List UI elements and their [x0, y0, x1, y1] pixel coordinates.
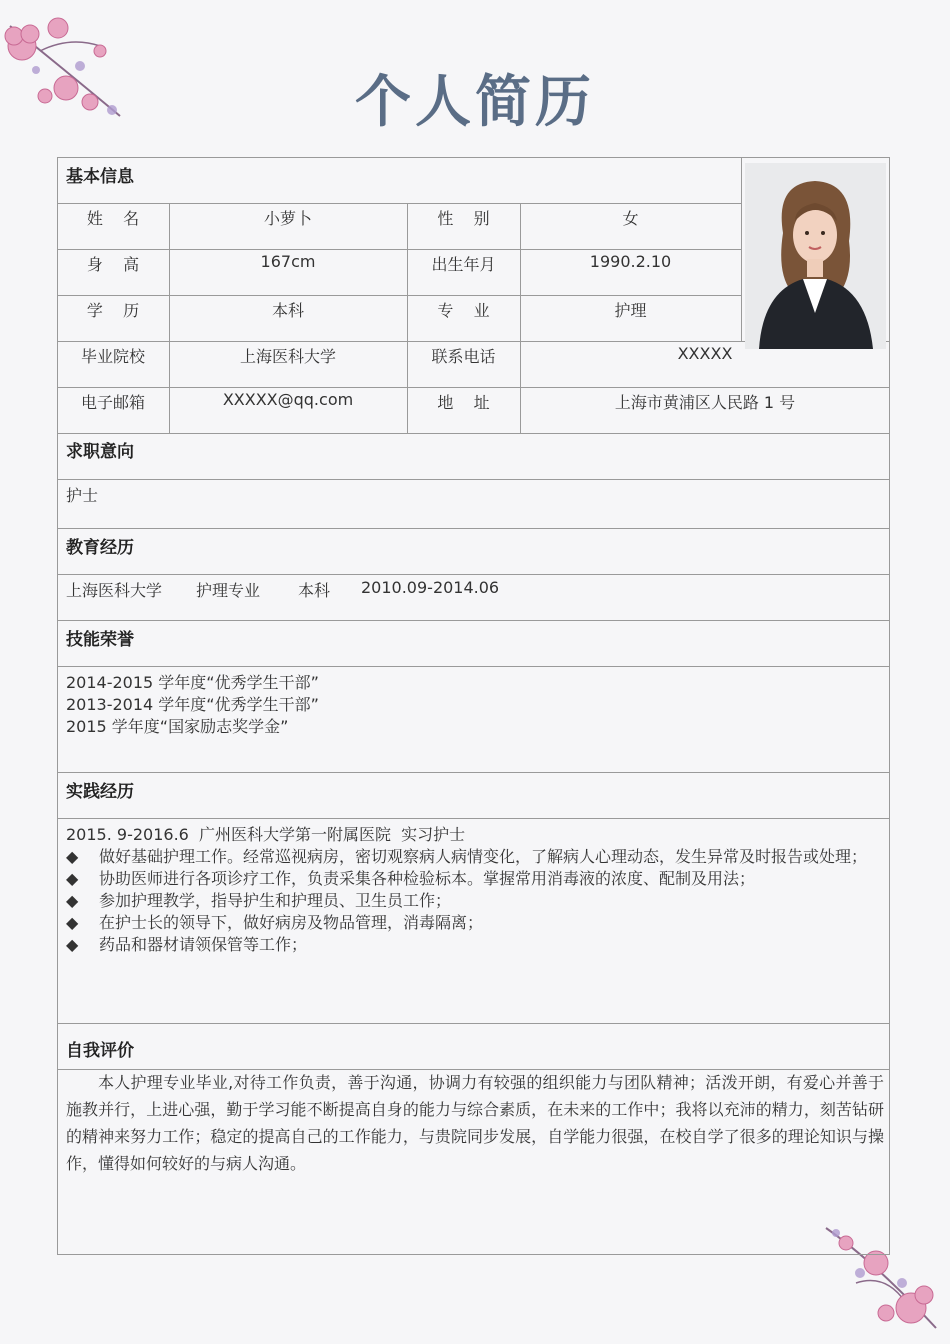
- skill-item: 2014-2015 学年度“优秀学生干部”: [66, 673, 319, 692]
- practice-item: [66, 910, 483, 933]
- label-degree: 学 历: [86, 301, 140, 320]
- skill-item: 2015 学年度“国家励志奖学金”: [66, 717, 289, 736]
- row-divider: [57, 249, 741, 250]
- value-email: XXXXX@qq.com: [222, 390, 354, 409]
- row-divider: [57, 772, 890, 773]
- row-divider: [57, 528, 890, 529]
- practice-item-text: 在护士长的领导下，做好病房及物品管理，消毒隔离；: [99, 913, 484, 932]
- col-divider: [741, 157, 742, 341]
- value-height: 167cm: [260, 252, 316, 271]
- row-divider: [57, 295, 741, 296]
- diamond-bullet-icon: ◆: [66, 847, 79, 866]
- diamond-bullet-icon: ◆: [66, 869, 79, 888]
- practice-item: [66, 932, 307, 955]
- section-title-education: 教育经历: [66, 538, 134, 558]
- practice-item-text: 协助医师进行各项诊疗工作，负责采集各种检验标本。掌握常用消毒液的浓度、配制及用法；: [99, 869, 756, 888]
- value-degree: 本科: [271, 301, 304, 320]
- edu-major: 护理专业: [196, 581, 261, 600]
- row-divider: [57, 433, 890, 434]
- practice-header: 2015. 9-2016.6 广州医科大学第一附属医院 实习护士: [66, 825, 466, 844]
- section-title-self: 自我评价: [66, 1041, 134, 1061]
- value-address: 上海市黄浦区人民路 1 号: [614, 393, 796, 412]
- value-gender: 女: [622, 209, 639, 228]
- profile-photo: [745, 163, 886, 349]
- section-title-basic: 基本信息: [66, 167, 134, 187]
- edu-period: 2010.09-2014.06: [361, 578, 500, 597]
- row-divider: [57, 574, 890, 575]
- label-name: 姓 名: [86, 209, 140, 228]
- label-major: 专 业: [437, 301, 490, 320]
- row-divider: [57, 387, 890, 388]
- practice-item: [66, 888, 451, 911]
- row-divider: [57, 1023, 890, 1024]
- label-gender: 性 别: [437, 209, 490, 228]
- edu-degree: 本科: [298, 581, 331, 600]
- diamond-bullet-icon: ◆: [66, 935, 79, 954]
- section-title-practice: 实践经历: [66, 782, 134, 802]
- edu-school: 上海医科大学: [66, 581, 163, 600]
- label-phone: 联系电话: [431, 347, 496, 366]
- value-school: 上海医科大学: [239, 347, 336, 366]
- label-school: 毕业院校: [80, 347, 145, 366]
- practice-item: [66, 844, 867, 867]
- diamond-bullet-icon: ◆: [66, 891, 79, 910]
- value-name: 小萝卜: [263, 209, 312, 228]
- label-address: 地 址: [437, 393, 490, 412]
- row-divider: [57, 818, 890, 819]
- practice-item-text: 药品和器材请领保管等工作；: [99, 935, 308, 954]
- row-divider: [57, 479, 890, 480]
- practice-item-text: 参加护理教学，指导护生和护理员、卫生员工作；: [99, 891, 452, 910]
- self-eval-text: 本人护理专业毕业,对待工作负责，善于沟通，协调力有较强的组织能力与团队精神；活泼开朗，有爱心并善于施教并行，上进心强，勤于学习能不断提高自身的能力与综合素质，在未来的工作中；我将以充沛的精力，刻苦钻研的精神来努力工作；稳定的提高自己的工作能力，与贵院同步发展，自学能力很强，在校自学了很多的理论知识与操作，懂得如何较好的与病人沟通。: [66, 1073, 884, 1173]
- row-divider: [57, 203, 741, 204]
- skill-item: 2013-2014 学年度“优秀学生干部”: [66, 695, 319, 714]
- section-title-intent: 求职意向: [66, 442, 134, 462]
- intent-value: 护士: [66, 486, 99, 505]
- value-phone: XXXXX: [677, 344, 733, 363]
- value-major: 护理: [614, 301, 647, 320]
- row-divider: [57, 666, 890, 667]
- page-title: 个人简历: [355, 70, 595, 135]
- label-birth: 出生年月: [431, 255, 496, 274]
- practice-item-text: 做好基础护理工作。经常巡视病房，密切观察病人病情变化，了解病人心理动态，发生异常及时报告或处理；: [99, 847, 868, 866]
- diamond-bullet-icon: ◆: [66, 913, 79, 932]
- label-email: 电子邮箱: [80, 393, 145, 412]
- practice-item: [66, 866, 755, 889]
- value-birth: 1990.2.10: [589, 252, 672, 271]
- row-divider: [57, 620, 890, 621]
- section-title-skills: 技能荣誉: [66, 630, 134, 650]
- label-height: 身 高: [86, 255, 140, 274]
